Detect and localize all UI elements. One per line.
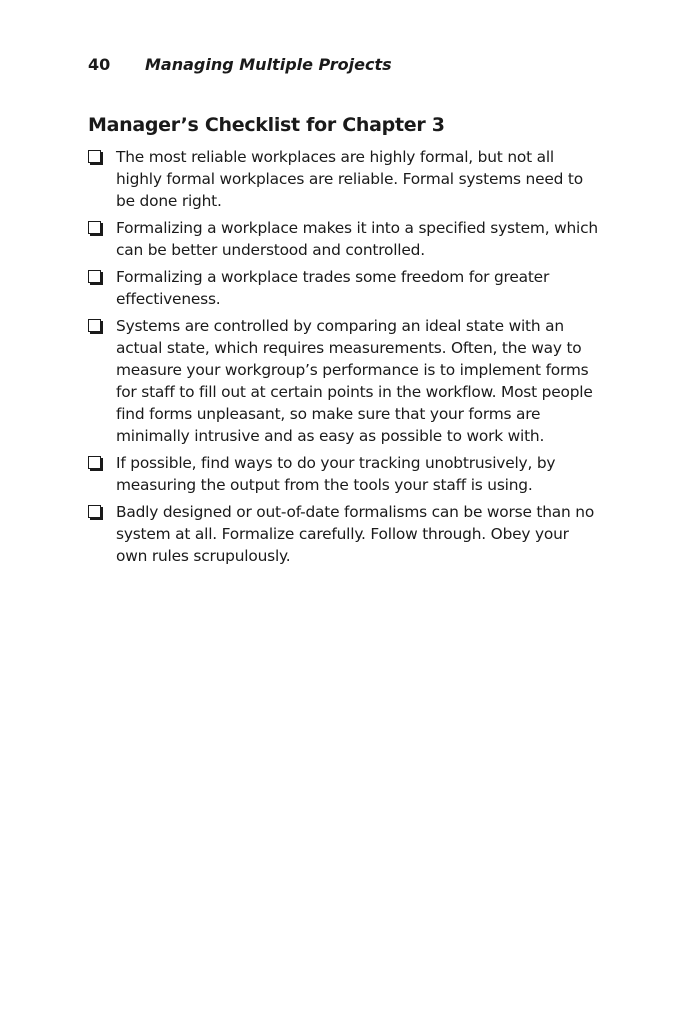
- checklist-item-text: The most reliable workplaces are highly formal, but not all highly formal workplaces are reliable. Formal systems need to be done right.: [116, 148, 583, 210]
- manager-checklist: [88, 146, 598, 572]
- checkbox-icon: [88, 319, 101, 332]
- checklist-item-text: If possible, find ways to do your tracking unobtrusively, by measuring the output from the tools your staff is using.: [116, 454, 556, 494]
- checklist-heading: Manager’s Checklist for Chapter 3: [88, 114, 445, 136]
- checklist-item-text: Badly designed or out-of-date formalisms can be worse than no system at all. Formalize carefully. Follow through. Obey your own rules scrupulously.: [116, 503, 595, 565]
- book-title: Managing Multiple Projects: [145, 55, 392, 74]
- checkbox-icon: [88, 150, 101, 163]
- checklist-item: [88, 146, 598, 212]
- checklist-item-text: Systems are controlled by comparing an ideal state with an actual state, which requires measurements. Often, the way to measure your workgroup’s performance is to implement forms for staff to fill out at certain points in the workflow. Most people find forms unpleasant, so make sure that your forms are minimally intrusive and as easy as possible to work with.: [116, 317, 593, 445]
- page-number: 40: [88, 55, 111, 74]
- checklist-item: [88, 217, 598, 261]
- checklist-item: [88, 315, 598, 447]
- checklist-item: [88, 501, 598, 567]
- checkbox-icon: [88, 221, 101, 234]
- checklist-item-text: Formalizing a workplace trades some freedom for greater effectiveness.: [116, 268, 550, 308]
- checklist-item: [88, 452, 598, 496]
- checkbox-icon: [88, 456, 101, 469]
- checklist-item: [88, 266, 598, 310]
- checklist-item-text: Formalizing a workplace makes it into a specified system, which can be better understood and controlled.: [116, 219, 598, 259]
- checkbox-icon: [88, 505, 101, 518]
- running-head: [88, 54, 392, 76]
- checkbox-icon: [88, 270, 101, 283]
